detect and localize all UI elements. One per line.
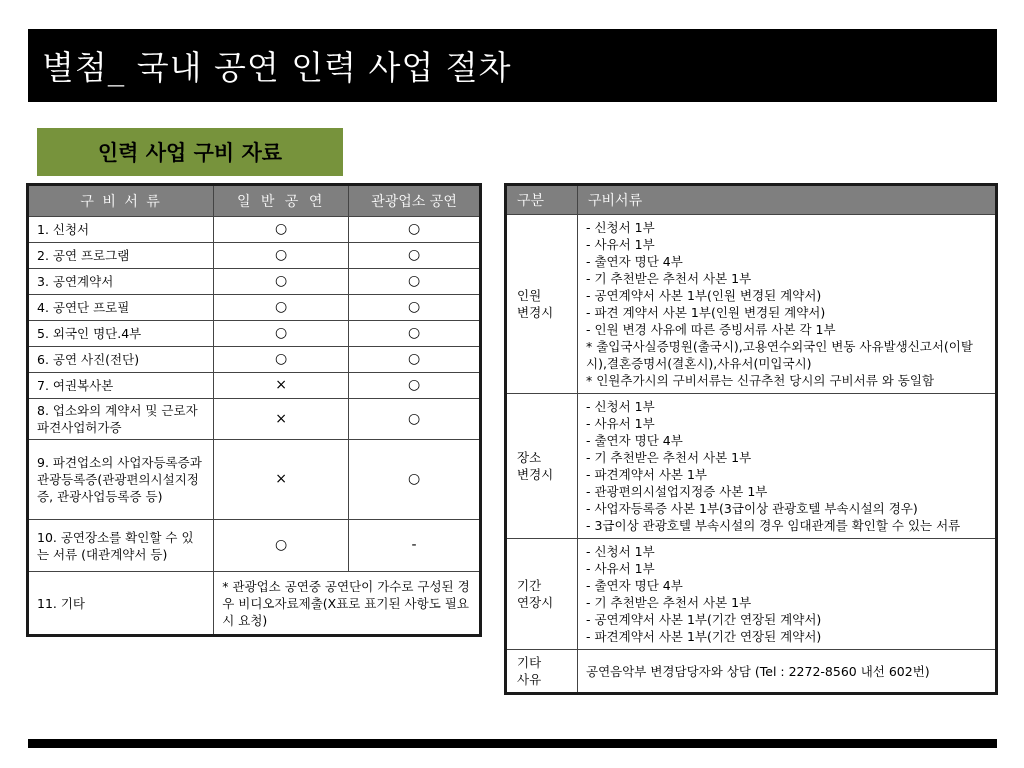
category-label: 기간 연장시 <box>506 539 578 650</box>
table-header-row <box>506 185 997 215</box>
general-mark: ○ <box>214 243 349 269</box>
section-subtitle: 인력 사업 구비 자료 <box>37 128 343 176</box>
left-table-body <box>28 217 481 636</box>
doc-line: - 파견 계약서 사본 1부(인원 변경된 계약서) <box>586 305 826 320</box>
category-label: 기타 사유 <box>506 650 578 694</box>
header-category: 구분 <box>506 185 578 215</box>
bottom-divider <box>28 739 997 748</box>
doc-line: * 인원추가시의 구비서류는 신규추천 당시의 구비서류 와 동일함 <box>586 373 935 388</box>
document-name: 4. 공연단 프로필 <box>28 295 214 321</box>
doc-line: - 기 추천받은 추천서 사본 1부 <box>586 450 752 465</box>
doc-line: - 사유서 1부 <box>586 237 655 252</box>
row-member-change <box>506 215 997 394</box>
doc-line: - 3급이상 관광호텔 부속시설의 경우 임대관계를 확인할 수 있는 서류 <box>586 518 961 533</box>
required-documents-table <box>26 183 482 637</box>
tourism-mark: ○ <box>349 321 481 347</box>
document-name: 8. 업소와의 계약서 및 근로자파견사업허가증 <box>28 399 214 440</box>
category-label: 인원 변경시 <box>506 215 578 394</box>
general-mark: ○ <box>214 520 349 572</box>
tourism-mark: ○ <box>349 269 481 295</box>
tourism-mark: ○ <box>349 440 481 520</box>
doc-line: - 사유서 1부 <box>586 561 655 576</box>
tourism-mark: ○ <box>349 373 481 399</box>
table-row <box>28 373 481 399</box>
doc-line: - 출연자 명단 4부 <box>586 254 683 269</box>
general-mark: × <box>214 399 349 440</box>
doc-line: - 기 추천받은 추천서 사본 1부 <box>586 595 752 610</box>
table-row <box>28 520 481 572</box>
document-name: 5. 외국인 명단.4부 <box>28 321 214 347</box>
document-name: 1. 신청서 <box>28 217 214 243</box>
doc-line: - 출연자 명단 4부 <box>586 433 683 448</box>
general-mark: × <box>214 440 349 520</box>
table-row <box>28 347 481 373</box>
tourism-mark: ○ <box>349 217 481 243</box>
required-docs-list <box>578 215 997 394</box>
doc-line: - 인원 변경 사유에 따른 증빙서류 사본 각 1부 <box>586 322 836 337</box>
doc-line: 공연음악부 변경담당자와 상담 (Tel : 2272-8560 내선 602번) <box>586 663 930 679</box>
table-row <box>28 217 481 243</box>
table-row <box>28 440 481 520</box>
other-note: * 관광업소 공연중 공연단이 가수로 구성된 경우 비디오자료제출(X표로 표기된 사항도 필요시 요청) <box>214 572 481 636</box>
doc-line: - 신청서 1부 <box>586 220 655 235</box>
row-venue-change <box>506 394 997 539</box>
table-header-row <box>28 185 481 217</box>
document-name: 10. 공연장소를 확인할 수 있는 서류 (대관계약서 등) <box>28 520 214 572</box>
general-mark: ○ <box>214 269 349 295</box>
general-mark: ○ <box>214 295 349 321</box>
document-name: 2. 공연 프로그램 <box>28 243 214 269</box>
doc-line: - 출연자 명단 4부 <box>586 578 683 593</box>
required-docs-list <box>578 650 997 694</box>
table-row <box>28 399 481 440</box>
doc-line: - 사유서 1부 <box>586 416 655 431</box>
general-mark: × <box>214 373 349 399</box>
tourism-mark: - <box>349 520 481 572</box>
document-name: 6. 공연 사진(전단) <box>28 347 214 373</box>
tourism-mark: ○ <box>349 347 481 373</box>
category-label: 장소 변경시 <box>506 394 578 539</box>
document-name: 11. 기타 <box>28 572 214 636</box>
header-general-performance: 일 반 공 연 <box>214 185 349 217</box>
table-row <box>28 295 481 321</box>
document-name: 3. 공연계약서 <box>28 269 214 295</box>
required-docs-list <box>578 539 997 650</box>
required-docs-list <box>578 394 997 539</box>
tourism-mark: ○ <box>349 399 481 440</box>
header-documents: 구 비 서 류 <box>28 185 214 217</box>
table-row <box>28 243 481 269</box>
table-row <box>28 269 481 295</box>
doc-line: - 파견계약서 사본 1부 <box>586 467 707 482</box>
table-row-other <box>28 572 481 636</box>
doc-line: - 신청서 1부 <box>586 399 655 414</box>
right-table-body <box>506 215 997 694</box>
row-other-reason <box>506 650 997 694</box>
change-documents-table <box>504 183 998 695</box>
doc-line: * 출입국사실증명원(출국시),고용연수외국인 변동 사유발생신고서(이탈시),결혼증명서(결혼시),사유서(미입국시) <box>586 339 973 371</box>
table-row <box>28 321 481 347</box>
doc-line: - 관광편의시설업지정증 사본 1부 <box>586 484 768 499</box>
general-mark: ○ <box>214 321 349 347</box>
general-mark: ○ <box>214 347 349 373</box>
header-tourism-performance: 관광업소 공연 <box>349 185 481 217</box>
doc-line: - 파견계약서 사본 1부(기간 연장된 계약서) <box>586 629 822 644</box>
doc-line: - 공연계약서 사본 1부(인원 변경된 계약서) <box>586 288 822 303</box>
doc-line: - 기 추천받은 추천서 사본 1부 <box>586 271 752 286</box>
row-period-extension <box>506 539 997 650</box>
slide-title: 별첨_ 국내 공연 인력 사업 절차 <box>28 29 997 102</box>
doc-line: - 신청서 1부 <box>586 544 655 559</box>
doc-line: - 공연계약서 사본 1부(기간 연장된 계약서) <box>586 612 822 627</box>
doc-line: - 사업자등록증 사본 1부(3급이상 관광호텔 부속시설의 경우) <box>586 501 918 516</box>
general-mark: ○ <box>214 217 349 243</box>
document-name: 7. 여권복사본 <box>28 373 214 399</box>
document-name: 9. 파견업소의 사업자등록증과 관광등록증(관광편의시설지정증, 관광사업등록증 등) <box>28 440 214 520</box>
tourism-mark: ○ <box>349 243 481 269</box>
header-required-docs: 구비서류 <box>578 185 997 215</box>
tourism-mark: ○ <box>349 295 481 321</box>
